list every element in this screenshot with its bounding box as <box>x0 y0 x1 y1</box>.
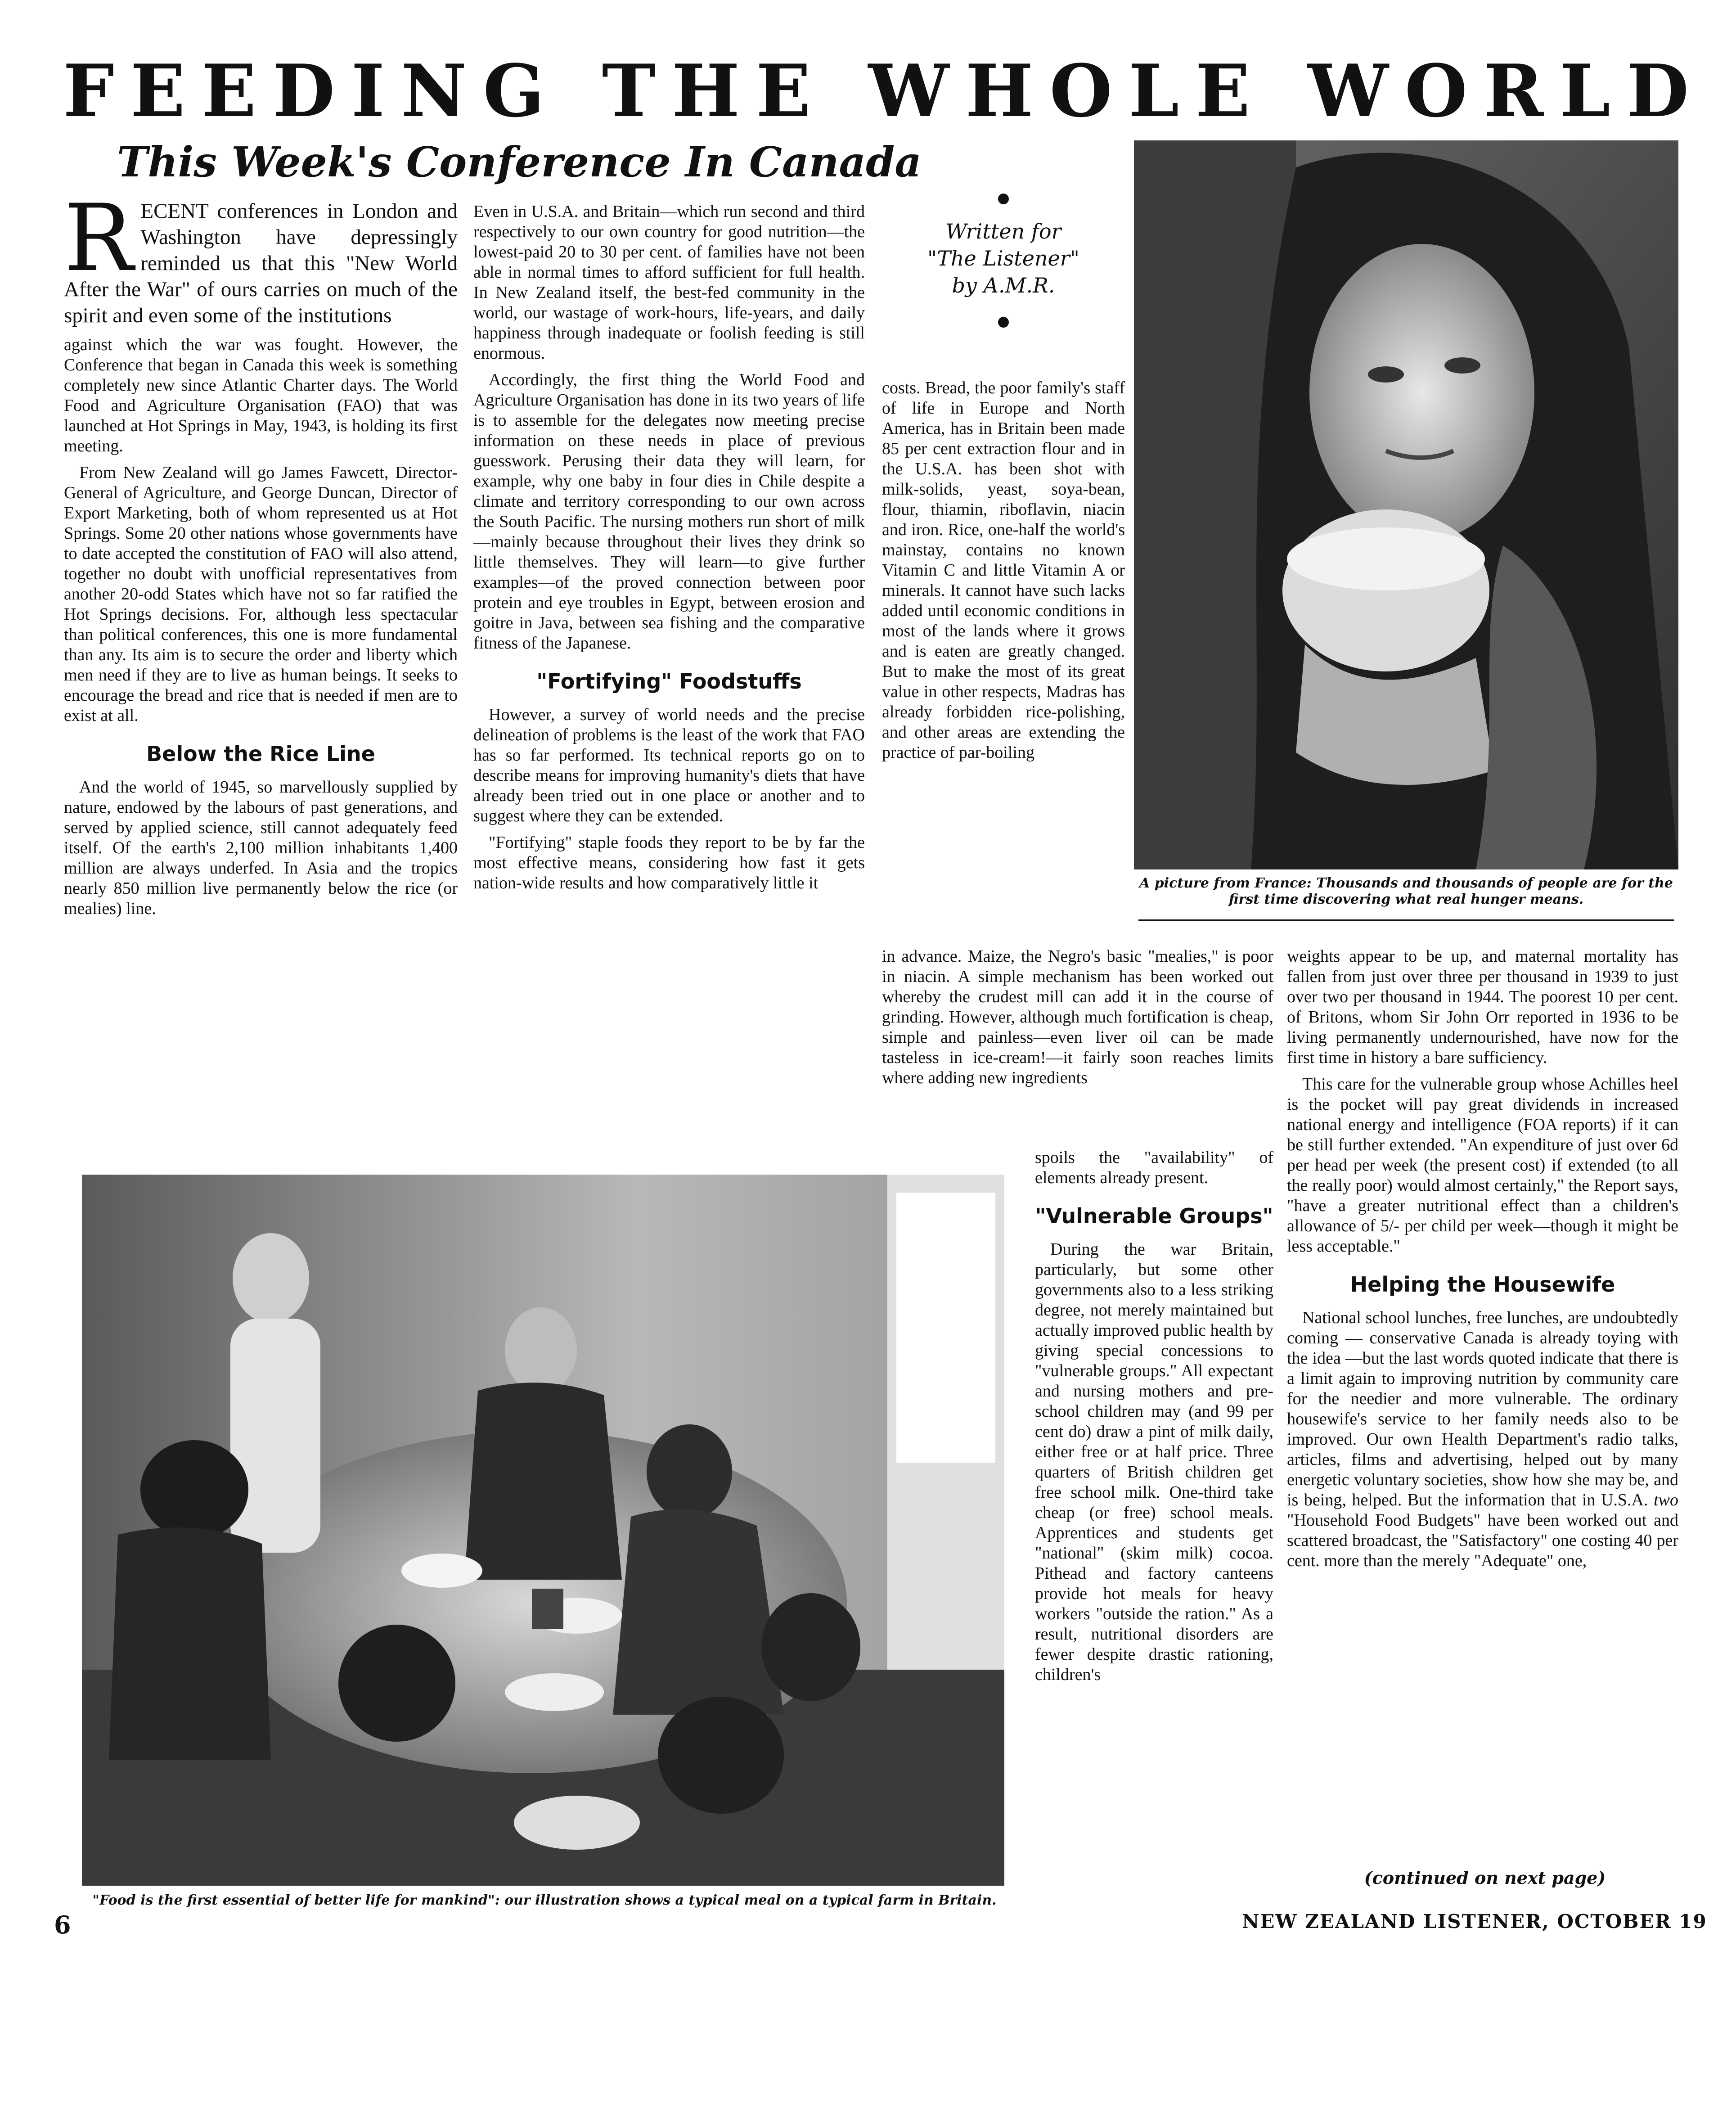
photo-farm-meal <box>82 1175 1004 1886</box>
col4-paragraph-3b: "Household Food Budgets" have been worked out and scattered broadcast, the "Satisfactory" one costing 40 per cent. more than the merely "Adequate" one, <box>1287 1511 1678 1570</box>
col1-paragraph-3: And the world of 1945, so marvellously supplied by nature, endowed by the labours of past generations, and served by applied science, still cannot adequately feed itself. Of the earth's 2,100 million inhabitants 1,400 million are always underfed. In Asia and the tropics nearly 850 million live permanently below the rice (or mealies) line. <box>64 778 458 918</box>
photo-farm-caption: "Food is the first essential of better life for mankind": our illustration shows a typical meal on a typical farm in Britain. <box>92 1892 997 1908</box>
column-3-narrow <box>1035 1148 1273 1691</box>
col3-paragraph-3: During the war Britain, particularly, but some other governments also to a less striking degree, not merely maintained but actually improved public health by giving special concessions to "vulnerable groups." All expectant and nursing mothers and pre-school children may (and 99 per cent do) draw a pint of milk daily, either free or at half price. Three quarters of British children get free school milk. One-third take cheap (or free) school meals. Apprentices and students get "national" (skim milk) cocoa. Pithead and factory canteens provide hot meals for heavy workers "outside the ration." As a result, nutritional disorders are fewer despite drastic rationing, children's <box>1035 1240 1273 1684</box>
lead-paragraph <box>64 185 458 329</box>
photo-france <box>1134 140 1678 869</box>
drop-cap: R <box>64 185 134 292</box>
col2-paragraph-3: However, a survey of world needs and the precise delineation of problems is the least of the work that FAO has so far performed. Its technical reports go on to describe means for improving humanity's diets that have already been tried out in one place or another and to suggest where they can be extended. <box>473 705 865 825</box>
column-4 <box>1287 946 1678 1577</box>
col4-italic-two: two <box>1654 1491 1678 1509</box>
subhead-vulnerable-groups: "Vulnerable Groups" <box>1035 1204 1273 1228</box>
column-3-wide <box>882 946 1273 1095</box>
photo-farm-caption-block <box>85 1892 1003 1909</box>
photo-france-image <box>1134 140 1678 869</box>
col3-paragraph-2-tail: spoils the "availability" of elements already present. <box>1035 1148 1273 1187</box>
bullet-ornament-bottom <box>998 317 1009 328</box>
lead-text: ECENT conferences in London and Washington have depressingly reminded us that this "New World After the War" of ours carries on much of the spirit and even some of the institutions <box>64 199 458 327</box>
subhead-fortifying: "Fortifying" Foodstuffs <box>536 669 802 694</box>
byline <box>891 194 1116 328</box>
subheadline: This Week's Conference In Canada <box>117 138 922 186</box>
col1-paragraph-1: against which the war was fought. However, the Conference that began in Canada this week is something completely new since Atlantic Charter days. The World Food and Agriculture Organisation (FAO) that was launched at Hot Springs in May, 1943, is holding its first meeting. <box>64 335 458 455</box>
col3-paragraph-2: in advance. Maize, the Negro's basic "mealies," is poor in niacin. A simple mechanism has been worked out whereby the crudest mill can add it in the course of grinding. However, although much fortification is cheap, simple and painless—even liver oil can be made tasteless in ice-cream!—it fairly soon reaches limits where adding new ingredients <box>882 947 1273 1087</box>
col2-paragraph-1: Even in U.S.A. and Britain—which run second and third respectively to our own country for good nutrition—the lowest-paid 20 to 30 per cent. of families have not been able in normal times to afford sufficient for full health. In New Zealand itself, the best-fed community in the world, our wastage of work-hours, life-years, and daily happiness through inadequate or foolish feeding is still enormous. <box>473 202 865 363</box>
masthead-footer: NEW ZEALAND LISTENER, OCTOBER 19 <box>1242 1910 1707 1932</box>
caption-rule <box>1138 919 1674 921</box>
column-1 <box>64 185 458 925</box>
column-3 <box>882 378 1125 769</box>
col1-paragraph-2: From New Zealand will go James Fawcett, Director-General of Agriculture, and George Duncan, Director of Export Marketing, both of whom represented us at Hot Springs. Some 20 other nations whose governments have to date accepted the constitution of FAO will also attend, together no doubt with unofficial representatives from another 20-odd States which have not so far ratified the Hot Springs decisions. For, although less spectacular than political conferences, this one is more fundamental than any. Its aim is to secure the order and liberty which men need if they are to live as human beings. It seeks to encourage the bread and rice that is needed if men are to exist at all. <box>64 463 458 725</box>
col2-paragraph-2: Accordingly, the first thing the World Food and Agriculture Organisation has done in its two years of life is to assemble for the delegates now meeting precise information on these needs in place of previous guesswork. Perusing their data they will learn, for example, why one baby in four dies in Chile despite a climate and territory corresponding to our own across the South Pacific. The nursing mothers run short of milk—mainly because throughout their lives they drink so little themselves. They will learn—to give further examples—of the proved connection between poor protein and eye troubles in Egypt, between erosion and goitre in Java, between sea fishing and the comparative fitness of the Japanese. <box>473 370 865 653</box>
bullet-ornament-top <box>998 194 1009 204</box>
subhead-helping-housewife: Helping the Housewife <box>1350 1272 1615 1297</box>
subhead-below-rice-line: Below the Rice Line <box>146 742 375 766</box>
byline-line-1: Written for <box>945 219 1061 243</box>
photo-france-caption-block <box>1129 875 1683 921</box>
col2-paragraph-4: "Fortifying" staple foods they report to be by far the most effective means, considering how fast it gets nation-wide results and how comparatively little it <box>473 833 865 892</box>
column-2 <box>473 202 865 900</box>
photo-france-caption: A picture from France: Thousands and thousands of people are for the first time discovering what real hunger means. <box>1139 875 1673 907</box>
col4-paragraph-2: This care for the vulnerable group whose Achilles heel is the pocket will pay great dividends in increased national energy and intelligence (FOA reports) if it can be still further extended. "An expenditure of just over 6d per head per week (the present cost) if extended (to all the really poor) would almost certainly," the Report says, "have a greater nutritional effect than a children's allowance of 5/- per child per week—though it might be less acceptable." <box>1287 1075 1678 1256</box>
headline: FEEDING THE WHOLE WORLD <box>63 49 1705 133</box>
photo-farm-meal-image <box>82 1175 1004 1886</box>
byline-line-3: by A.M.R. <box>952 273 1055 297</box>
continued-note: (continued on next page) <box>1364 1868 1606 1888</box>
page-number: 6 <box>54 1910 71 1939</box>
byline-line-2: "The Listener" <box>927 246 1079 270</box>
col4-paragraph-3a: National school lunches, free lunches, are undoubtedly coming — conservative Canada is already toying with the idea —but the last words quoted indicate that there is a limit again to improving nutrition by community care for the needier and more vulnerable. The ordinary housewife's service to her family needs also to be improved. Our own Health Department's radio talks, articles, films and advertising, helped out by many energetic voluntary societies, show how she may be, and is being, helped. But the information that in U.S.A. <box>1287 1308 1678 1509</box>
col3-paragraph-1: costs. Bread, the poor family's staff of life in Europe and North America, has in Britain been made 85 per cent extraction flour and in the U.S.A. has been shot with milk-solids, yeast, soya-bean, flour, thiamin, riboflavin, niacin and iron. Rice, one-half the world's mainstay, contains no known Vitamin C and little Vitamin A or minerals. It cannot have such lacks added until economic conditions in most of the lands where it grows and is eaten are greatly changed. But to make the most of its great value in other respects, Madras has already forbidden rice-polishing, and other areas are extending the practice of par-boiling <box>882 378 1125 762</box>
col4-paragraph-3 <box>1287 1308 1678 1571</box>
col4-paragraph-1: weights appear to be up, and maternal mortality has fallen from just over three per thousand in 1939 to just over two per thousand in 1944. The poorest 10 per cent. of Britons, whom Sir John Orr reported in 1936 to be living permanently undernourished, have now for the first time in history a bare sufficiency. <box>1287 947 1678 1067</box>
